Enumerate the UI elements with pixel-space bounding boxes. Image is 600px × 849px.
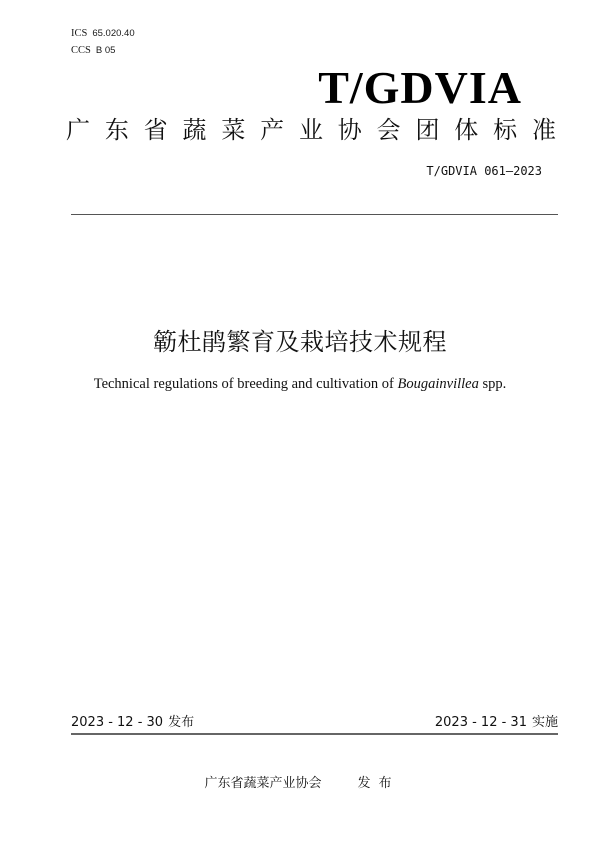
org-title-char: 菜	[221, 116, 246, 144]
ccs-classification	[71, 45, 115, 57]
header-divider	[71, 214, 558, 215]
english-title-genus: Bougainvillea	[397, 376, 479, 392]
org-title-char: 标	[493, 116, 518, 144]
publisher-action-char: 布	[378, 776, 392, 791]
publish-date	[71, 714, 194, 732]
org-title-char: 体	[454, 116, 479, 144]
document-title-chinese: 簕杜鹃繁育及栽培技术规程	[153, 328, 447, 356]
ccs-label: CCS	[71, 45, 91, 56]
organization-standard-title	[66, 115, 556, 145]
footer-divider	[71, 733, 558, 735]
effective-date	[435, 714, 558, 732]
ics-value: 65.020.40	[92, 28, 135, 39]
org-title-char: 准	[531, 116, 556, 144]
publisher-line	[0, 775, 600, 793]
brand-code-logo: T/GDVIA	[318, 62, 522, 113]
publisher-action-char: 发	[357, 776, 371, 791]
publish-date-label: 发布	[168, 715, 195, 730]
org-title-char: 产	[260, 116, 285, 144]
effective-date-value: 2023 - 12 - 31	[434, 715, 527, 730]
ics-label: ICS	[71, 28, 88, 39]
org-title-char: 团	[415, 116, 440, 144]
org-title-char: 广	[66, 116, 90, 144]
document-title-english	[0, 374, 600, 394]
org-title-char: 东	[104, 116, 129, 144]
effective-date-label: 实施	[531, 715, 558, 730]
org-title-char: 蔬	[182, 116, 207, 144]
ccs-value: B 05	[95, 45, 116, 56]
org-title-char: 协	[337, 116, 362, 144]
publish-date-value: 2023 - 12 - 30	[71, 715, 164, 730]
org-title-char: 会	[376, 116, 401, 144]
publisher-name: 广东省蔬菜产业协会	[204, 776, 322, 791]
standard-number: T/GDVIA 061—2023	[426, 164, 542, 178]
org-title-char: 业	[298, 116, 323, 144]
org-title-char: 省	[143, 116, 168, 144]
english-title-suffix: spp.	[478, 376, 507, 392]
english-title-prefix: Technical regulations of breeding and cultivation of	[93, 376, 398, 392]
ics-classification	[71, 28, 135, 40]
